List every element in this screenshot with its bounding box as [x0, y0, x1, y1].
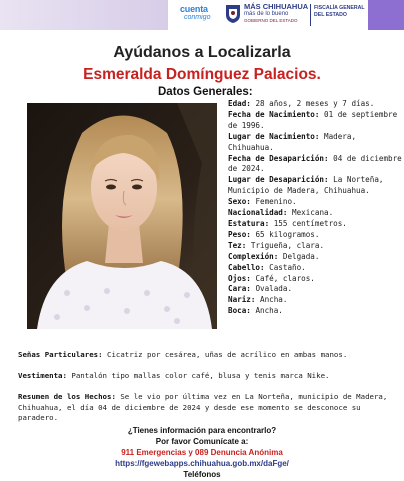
senas-value: Cicatriz por cesárea, uñas de acrílico en ambas manos. — [107, 350, 348, 359]
detail-value: Castaño. — [269, 262, 306, 272]
detail-value: 04 de diciembre de 2024. — [228, 153, 402, 174]
detail-label: Fecha de Desaparición: — [228, 153, 329, 163]
detail-row — [228, 252, 404, 263]
detail-value: Café, claros. — [255, 273, 315, 283]
cta-report-link[interactable]: https://fgewebapps.chihuahua.gob.mx/daFge/ — [115, 459, 289, 468]
detail-row — [228, 263, 404, 274]
detail-label: Ojos: — [228, 273, 251, 283]
detail-label: Nacionalidad: — [228, 208, 288, 218]
detail-value: 28 años, 2 meses y 7 días. — [255, 99, 375, 108]
detail-value: 65 kilogramos. — [255, 229, 320, 239]
detail-value: 155 centímetros. — [273, 218, 347, 228]
cta-telefonos: Teléfonos — [183, 470, 221, 479]
detail-label: Estatura: — [228, 218, 270, 228]
details-list — [228, 99, 404, 317]
detail-row — [228, 132, 404, 154]
resumen-block — [18, 392, 394, 424]
detail-value: 01 de septiembre de 1996. — [228, 109, 398, 130]
senas-label: Señas Particulares: — [18, 350, 103, 359]
detail-row — [228, 175, 404, 197]
detail-row — [228, 241, 404, 252]
poster-title: Ayúdanos a Localizarla — [113, 44, 291, 61]
senas-block — [18, 350, 394, 361]
missing-person-photo — [27, 103, 217, 329]
detail-label: Tez: — [228, 240, 247, 250]
cta-emergency-numbers: 911 Emergencias y 089 Denuncia Anónima — [121, 448, 283, 457]
detail-label: Boca: — [228, 306, 251, 316]
cta-question: ¿Tienes información para encontrarlo? — [127, 426, 277, 435]
detail-row — [228, 99, 404, 110]
cuenta-conmigo-logo — [178, 4, 222, 26]
detail-value: Delgada. — [282, 251, 320, 261]
detail-label: Cabello: — [228, 262, 265, 272]
detail-row — [228, 219, 404, 230]
detail-row — [228, 110, 404, 132]
detail-row — [228, 306, 404, 317]
detail-row — [228, 154, 404, 176]
conmigo-logo-word: conmigo — [184, 14, 211, 21]
detail-label: Lugar de Nacimiento: — [228, 131, 320, 141]
gob-logo-line1: MÁS CHIHUAHUA — [244, 2, 309, 11]
detail-label: Peso: — [228, 229, 251, 239]
detail-value: La Norteña, Municipio de Madera, Chihuahua. — [228, 175, 384, 196]
detail-label: Cara: — [228, 284, 251, 294]
detail-value: Ancha. — [260, 295, 288, 305]
gob-logo-line3: GOBIERNO DEL ESTADO — [244, 18, 298, 23]
detail-row — [228, 295, 404, 306]
detail-row — [228, 284, 404, 295]
detail-row — [228, 197, 404, 208]
detail-row — [228, 274, 404, 285]
vestimenta-label: Vestimenta: — [18, 371, 67, 380]
detail-value: Mexicana. — [292, 208, 334, 218]
detail-value: Madera, Chihuahua. — [228, 131, 357, 152]
detail-label: Nariz: — [228, 295, 256, 305]
detail-row — [228, 230, 404, 241]
header-purple-block — [368, 0, 404, 30]
gob-logo-line2: más de lo bueno — [244, 11, 289, 17]
missing-person-name: Esmeralda Domínguez Palacios. — [83, 66, 321, 83]
vestimenta-block — [18, 371, 394, 382]
detail-value: Trigueña, clara. — [250, 240, 325, 250]
detail-label: Lugar de Desaparición: — [228, 175, 329, 185]
detail-label: Fecha de Nacimiento: — [228, 109, 320, 119]
cta-comunicate: Por favor Comunícate a: — [155, 437, 249, 446]
resumen-value: Se le vio por última vez en La Norteña, municipio de Madera, Chihuahua, el día 04 de diciembre de 2024 y desde ese momento se desconoce su paradero. — [18, 392, 388, 423]
datos-generales-heading: Datos Generales: — [158, 86, 253, 98]
header-lilac-stripe — [0, 0, 168, 30]
state-shield-icon — [225, 4, 241, 24]
resumen-label: Resumen de los Hechos: — [18, 392, 116, 401]
detail-row — [228, 208, 404, 219]
detail-value: Ancha. — [255, 306, 283, 316]
gobierno-logo — [244, 3, 314, 24]
detail-label: Edad: — [228, 99, 251, 108]
logo-divider — [310, 4, 311, 26]
detail-value: Ovalada. — [255, 284, 293, 294]
header-band — [0, 0, 404, 30]
detail-value: Femenino. — [255, 197, 297, 207]
vestimenta-value: Pantalón tipo mallas color café, blusa y tenis marca Nike. — [71, 371, 330, 380]
fiscalia-logo-text: FISCALÍA GENERAL DEL ESTADO — [314, 5, 365, 18]
cuenta-logo-word: cuenta — [180, 4, 208, 14]
detail-label: Complexión: — [228, 251, 279, 261]
detail-label: Sexo: — [228, 197, 251, 207]
